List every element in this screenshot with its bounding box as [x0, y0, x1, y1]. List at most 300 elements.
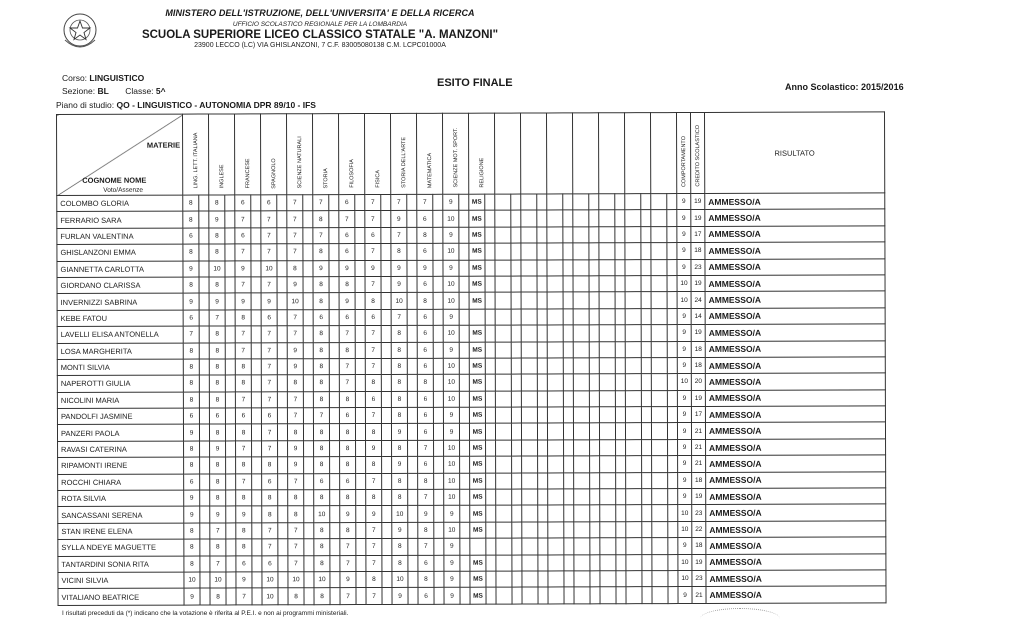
grade-cell: 8 — [209, 424, 225, 440]
empty-absence-cell — [538, 456, 548, 472]
absence-cell — [199, 343, 209, 359]
empty-absence-cell — [512, 522, 522, 538]
grade-cell: MS — [470, 522, 486, 538]
subject-header — [390, 113, 416, 194]
grade-cell: 10 — [443, 243, 459, 259]
empty-absence-cell — [667, 276, 677, 292]
grade-cell: 6 — [235, 228, 251, 244]
empty-absence-cell — [616, 489, 626, 505]
empty-grade-cell — [521, 194, 537, 210]
grade-cell: 7 — [287, 211, 303, 227]
grade-cell: 8 — [236, 490, 252, 506]
grade-cell: 8 — [417, 375, 433, 391]
grade-cell: 6 — [339, 408, 355, 424]
grade-cell: 7 — [365, 194, 381, 210]
empty-grade-cell — [626, 571, 642, 587]
result-status: AMMESSO/A — [706, 504, 886, 521]
grade-cell: 6 — [417, 309, 433, 325]
absence-cell — [355, 342, 365, 358]
empty-absence-cell — [590, 456, 600, 472]
empty-grade-cell — [599, 210, 615, 226]
empty-grade-cell — [574, 489, 590, 505]
grade-cell: 7 — [235, 277, 251, 293]
absence-cell — [382, 473, 392, 489]
school-credit: 14 — [691, 308, 705, 324]
empty-grade-cell — [599, 407, 615, 423]
student-name: SYLLA NDEYE MAGUETTE — [58, 539, 184, 556]
empty-grade-cell — [547, 423, 563, 439]
school-name: SCUOLA SUPERIORE LICEO CLASSICO STATALE "A. MANZONI" — [141, 29, 499, 41]
absence-cell — [226, 441, 236, 457]
grade-cell: 9 — [288, 441, 304, 457]
empty-grade-cell — [496, 489, 512, 505]
empty-grade-cell — [573, 243, 589, 259]
empty-absence-cell — [564, 571, 574, 587]
empty-absence-cell — [641, 210, 651, 226]
absence-cell — [329, 342, 339, 358]
empty-grade-cell — [547, 276, 563, 292]
school-credit: 21 — [692, 439, 706, 455]
grade-cell: 7 — [235, 392, 251, 408]
absence-cell — [225, 408, 235, 424]
absence-cell — [200, 506, 210, 522]
absence-cell — [329, 293, 339, 309]
empty-absence-cell — [641, 374, 651, 390]
grade-cell: 10 — [443, 375, 459, 391]
empty-subject-header — [572, 113, 598, 194]
grade-cell: 10 — [314, 572, 330, 588]
empty-grade-cell — [547, 407, 563, 423]
absence-cell — [226, 588, 236, 604]
grade-cell: 10 — [209, 261, 225, 277]
absence-cell — [355, 293, 365, 309]
empty-grade-cell — [573, 325, 589, 341]
absence-cell — [408, 440, 418, 456]
grade-cell: 7 — [261, 228, 277, 244]
absence-cell — [356, 522, 366, 538]
absence-cell — [381, 260, 391, 276]
absence-cell — [200, 474, 210, 490]
absence-cell — [460, 440, 470, 456]
table-corner — [57, 114, 183, 195]
absence-cell — [329, 408, 339, 424]
empty-grade-cell — [574, 440, 590, 456]
page-title: ESITO FINALE — [437, 77, 513, 89]
empty-absence-cell — [668, 505, 678, 521]
empty-subject-header — [598, 113, 624, 194]
absence-cell — [434, 522, 444, 538]
empty-absence-cell — [563, 325, 573, 341]
empty-absence-cell — [563, 423, 573, 439]
subject-header — [313, 114, 339, 195]
empty-absence-cell — [615, 358, 625, 374]
empty-absence-cell — [538, 555, 548, 571]
absence-cell — [225, 211, 235, 227]
absence-cell — [304, 539, 314, 555]
grade-cell: 9 — [287, 359, 303, 375]
empty-absence-cell — [537, 341, 547, 357]
subject-header-label: STORIA — [322, 167, 329, 189]
empty-grade-cell — [573, 374, 589, 390]
empty-absence-cell — [563, 194, 573, 210]
empty-absence-cell — [641, 358, 651, 374]
empty-absence-cell — [667, 390, 677, 406]
grade-cell: 7 — [391, 309, 407, 325]
empty-absence-cell — [590, 587, 600, 603]
empty-grade-cell — [600, 505, 616, 521]
empty-grade-cell — [652, 538, 668, 554]
absence-cell — [226, 474, 236, 490]
absence-cell — [330, 506, 340, 522]
empty-grade-cell — [573, 407, 589, 423]
empty-absence-cell — [511, 407, 521, 423]
empty-grade-cell — [652, 554, 668, 570]
absence-cell — [355, 309, 365, 325]
empty-grade-cell — [521, 309, 537, 325]
grade-cell: MS — [470, 489, 486, 505]
empty-grade-cell — [495, 391, 511, 407]
absence-cell — [460, 555, 470, 571]
empty-grade-cell — [548, 440, 564, 456]
school-credit: 19 — [691, 193, 705, 209]
empty-grade-cell — [548, 538, 564, 554]
empty-absence-cell — [538, 571, 548, 587]
grade-cell: 9 — [287, 277, 303, 293]
grade-cell: 7 — [287, 228, 303, 244]
grade-cell: 8 — [183, 359, 199, 375]
grade-cell: 6 — [417, 243, 433, 259]
absence-cell — [251, 277, 261, 293]
grade-cell: 10 — [184, 572, 200, 588]
student-name: NAPEROTTI GIULIA — [57, 375, 183, 392]
empty-grade-cell — [573, 341, 589, 357]
grade-cell: 6 — [183, 408, 199, 424]
empty-grade-cell — [496, 587, 512, 603]
empty-absence-cell — [642, 554, 652, 570]
absence-cell — [329, 326, 339, 342]
empty-absence-cell — [642, 456, 652, 472]
grade-cell: 8 — [339, 391, 355, 407]
grade-cell: 7 — [261, 211, 277, 227]
absence-cell — [355, 227, 365, 243]
grade-cell: 6 — [418, 457, 434, 473]
empty-absence-cell — [511, 424, 521, 440]
empty-grade-cell — [600, 554, 616, 570]
absence-cell — [433, 375, 443, 391]
absence-cell — [199, 424, 209, 440]
empty-absence-cell — [589, 407, 599, 423]
grade-cell: 8 — [391, 326, 407, 342]
absence-cell — [408, 571, 418, 587]
grade-cell: 9 — [443, 407, 459, 423]
absence-cell — [355, 408, 365, 424]
empty-grade-cell — [651, 390, 667, 406]
absence-cell — [485, 424, 495, 440]
empty-absence-cell — [668, 439, 678, 455]
empty-grade-cell — [625, 243, 641, 259]
behavior-grade: 9 — [678, 587, 692, 603]
grade-cell: 9 — [184, 588, 200, 604]
empty-grade-cell — [574, 456, 590, 472]
grade-cell: 7 — [365, 211, 381, 227]
absence-cell — [381, 194, 391, 210]
absence-cell — [381, 276, 391, 292]
empty-absence-cell — [564, 456, 574, 472]
grade-cell: 6 — [418, 588, 434, 604]
empty-grade-cell — [626, 521, 642, 537]
grade-cell: 6 — [313, 309, 329, 325]
behavior-grade: 10 — [678, 570, 692, 586]
grade-cell: 9 — [444, 571, 460, 587]
empty-grade-cell — [573, 227, 589, 243]
corso-label: Corso: — [62, 73, 88, 83]
empty-grade-cell — [547, 325, 563, 341]
absence-cell — [459, 325, 469, 341]
grade-cell: 9 — [236, 572, 252, 588]
absence-cell — [382, 506, 392, 522]
empty-grade-cell — [600, 571, 616, 587]
empty-grade-cell — [573, 423, 589, 439]
empty-absence-cell — [641, 407, 651, 423]
grade-cell: 8 — [391, 391, 407, 407]
grade-cell: 8 — [366, 490, 382, 506]
absence-cell — [485, 276, 495, 292]
grade-cell: 7 — [365, 358, 381, 374]
grade-cell: MS — [470, 473, 486, 489]
empty-grade-cell — [547, 309, 563, 325]
empty-grade-cell — [521, 276, 537, 292]
classe-value: 5^ — [155, 86, 166, 96]
grade-cell: 9 — [443, 227, 459, 243]
school-credit: 18 — [692, 538, 706, 554]
absence-cell — [252, 457, 262, 473]
absence-cell — [485, 194, 495, 210]
grade-cell: 8 — [391, 244, 407, 260]
empty-absence-cell — [512, 489, 522, 505]
absence-cell — [356, 539, 366, 555]
grade-cell: 7 — [287, 309, 303, 325]
empty-grade-cell — [599, 423, 615, 439]
grade-cell: 8 — [314, 441, 330, 457]
empty-absence-cell — [642, 571, 652, 587]
grade-cell: 7 — [339, 358, 355, 374]
empty-absence-cell — [590, 505, 600, 521]
grade-cell: 7 — [287, 244, 303, 260]
absence-cell — [381, 326, 391, 342]
empty-grade-cell — [651, 308, 667, 324]
absence-cell — [200, 556, 210, 572]
absence-cell — [382, 571, 392, 587]
empty-absence-cell — [615, 276, 625, 292]
regional-office: UFFICIO SCOLASTICO REGIONALE PER LA LOMBARDIA — [232, 21, 408, 28]
school-credit: 18 — [691, 357, 705, 373]
absence-cell — [251, 326, 261, 342]
absence-cell — [382, 457, 392, 473]
grade-cell: 8 — [418, 571, 434, 587]
absence-cell — [277, 424, 287, 440]
empty-absence-cell — [512, 473, 522, 489]
behavior-grade: 9 — [677, 390, 691, 406]
grade-cell: 8 — [313, 375, 329, 391]
absence-cell — [460, 456, 470, 472]
absence-cell — [303, 375, 313, 391]
empty-grade-cell — [522, 456, 538, 472]
subject-header — [365, 113, 391, 194]
sezione-value: BL — [97, 86, 109, 96]
credit-header-label: CREDITO SCOLASTICO — [694, 125, 701, 187]
result-status: AMMESSO/A — [705, 357, 885, 374]
empty-grade-cell — [599, 292, 615, 308]
empty-grade-cell — [548, 473, 564, 489]
empty-grade-cell — [599, 325, 615, 341]
grade-cell: 10 — [444, 522, 460, 538]
grade-cell: MS — [469, 227, 485, 243]
absence-cell — [329, 227, 339, 243]
grade-cell: 7 — [261, 424, 277, 440]
absence-cell — [329, 195, 339, 211]
grade-cell: 6 — [339, 195, 355, 211]
absence-cell — [460, 506, 470, 522]
grade-cell: 8 — [365, 293, 381, 309]
empty-grade-cell — [521, 407, 537, 423]
absence-cell — [408, 522, 418, 538]
student-name: LOSA MARGHERITA — [57, 343, 183, 360]
empty-absence-cell — [537, 358, 547, 374]
absence-cell — [303, 408, 313, 424]
empty-grade-cell — [626, 538, 642, 554]
absence-cell — [277, 211, 287, 227]
absence-cell — [381, 391, 391, 407]
grade-cell: 10 — [443, 276, 459, 292]
grade-cell: 9 — [418, 506, 434, 522]
empty-absence-cell — [512, 440, 522, 456]
grade-cell: 9 — [392, 522, 408, 538]
grade-cell: 8 — [314, 522, 330, 538]
absence-cell — [199, 392, 209, 408]
grade-cell: 6 — [365, 391, 381, 407]
empty-absence-cell — [590, 440, 600, 456]
grade-cell: 8 — [209, 277, 225, 293]
empty-absence-cell — [589, 276, 599, 292]
student-name: STAN IRENE ELENA — [58, 523, 184, 540]
grade-cell: 8 — [210, 474, 226, 490]
behavior-grade: 9 — [678, 538, 692, 554]
grade-cell: MS — [469, 374, 485, 390]
grade-cell: 10 — [443, 211, 459, 227]
absence-cell — [485, 325, 495, 341]
absence-cell — [225, 293, 235, 309]
grade-cell: 7 — [340, 539, 356, 555]
empty-grade-cell — [626, 440, 642, 456]
empty-absence-cell — [538, 440, 548, 456]
grade-cell: 9 — [444, 588, 460, 604]
grade-cell: 6 — [418, 555, 434, 571]
absence-cell — [434, 473, 444, 489]
grade-cell: MS — [470, 456, 486, 472]
grade-cell: 9 — [235, 293, 251, 309]
empty-grade-cell — [547, 358, 563, 374]
grade-cell: 9 — [236, 506, 252, 522]
behavior-grade: 9 — [677, 407, 691, 423]
grade-cell: 9 — [444, 555, 460, 571]
empty-grade-cell — [496, 571, 512, 587]
empty-absence-cell — [667, 292, 677, 308]
empty-grade-cell — [625, 407, 641, 423]
absence-cell — [199, 195, 209, 211]
absence-cell — [304, 572, 314, 588]
absence-cell — [199, 375, 209, 391]
absence-cell — [330, 555, 340, 571]
empty-grade-cell — [651, 423, 667, 439]
empty-grade-cell — [548, 587, 564, 603]
absence-cell — [459, 309, 469, 325]
grade-cell: 10 — [444, 440, 460, 456]
absence-cell — [433, 211, 443, 227]
grade-cell: 8 — [392, 539, 408, 555]
empty-absence-cell — [590, 571, 600, 587]
empty-absence-cell — [538, 489, 548, 505]
subject-header — [468, 113, 494, 194]
empty-absence-cell — [615, 390, 625, 406]
absence-cell — [251, 310, 261, 326]
absence-cell — [355, 326, 365, 342]
grade-cell: MS — [469, 194, 485, 210]
absence-cell — [459, 391, 469, 407]
grade-cell: 8 — [209, 342, 225, 358]
grade-cell: 6 — [184, 474, 200, 490]
grade-cell: MS — [469, 276, 485, 292]
empty-grade-cell — [625, 308, 641, 324]
school-credit: 21 — [691, 423, 705, 439]
absence-cell — [252, 555, 262, 571]
empty-grade-cell — [625, 226, 641, 242]
absence-cell — [225, 261, 235, 277]
empty-absence-cell — [589, 309, 599, 325]
result-status: AMMESSO/A — [705, 308, 885, 325]
grade-cell: MS — [470, 555, 486, 571]
grade-cell: 10 — [262, 588, 278, 604]
school-credit: 23 — [692, 570, 706, 586]
absence-cell — [485, 211, 495, 227]
grade-cell: 9 — [391, 424, 407, 440]
absence-cell — [356, 473, 366, 489]
result-status: AMMESSO/A — [705, 209, 885, 226]
empty-grade-cell — [573, 276, 589, 292]
absence-cell — [278, 457, 288, 473]
document-header — [130, 8, 510, 49]
grade-cell: 6 — [262, 473, 278, 489]
grade-cell: 8 — [210, 539, 226, 555]
student-name: RIPAMONTI IRENE — [58, 457, 184, 474]
empty-absence-cell — [589, 243, 599, 259]
absence-cell — [252, 441, 262, 457]
subject-header — [416, 113, 442, 194]
empty-absence-cell — [667, 357, 677, 373]
empty-absence-cell — [667, 243, 677, 259]
empty-grade-cell — [574, 587, 590, 603]
subject-header — [183, 114, 209, 195]
empty-grade-cell — [495, 374, 511, 390]
grade-cell: 8 — [339, 342, 355, 358]
absence-cell — [226, 556, 236, 572]
grade-cell: 8 — [313, 277, 329, 293]
grade-cell: 9 — [443, 342, 459, 358]
absence-cell — [199, 228, 209, 244]
grade-cell: 8 — [313, 424, 329, 440]
result-status: AMMESSO/A — [706, 586, 886, 603]
empty-grade-cell — [495, 227, 511, 243]
grade-cell: 7 — [288, 555, 304, 571]
